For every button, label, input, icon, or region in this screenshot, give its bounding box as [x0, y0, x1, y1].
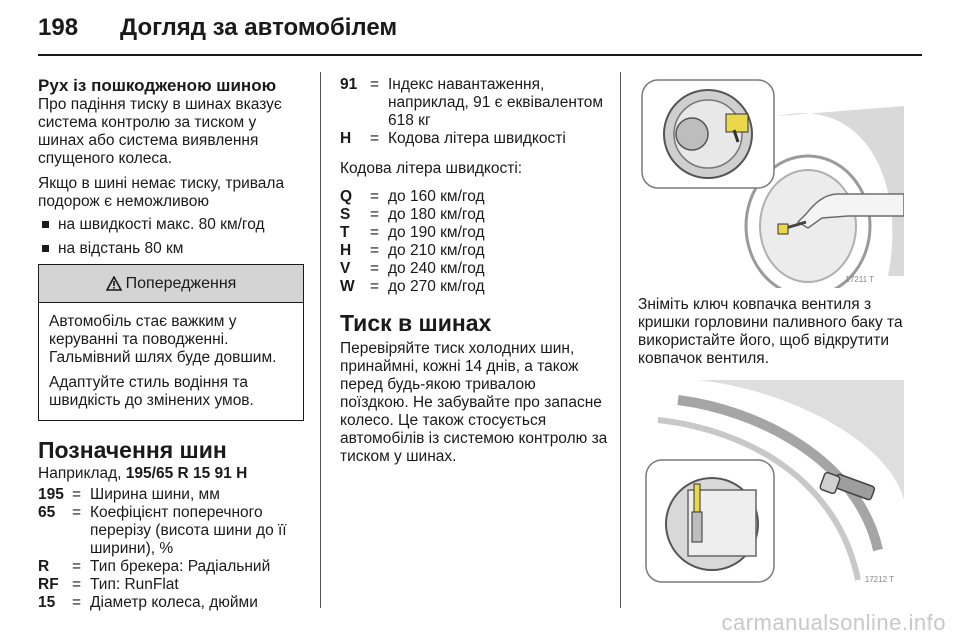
- column-1: [38, 76, 304, 612]
- def-value: до 240 км/год: [388, 260, 485, 277]
- def-value: Кодова літера швидкості: [388, 130, 566, 147]
- def-key: H: [340, 130, 352, 147]
- def-key: 91: [340, 76, 358, 93]
- column-divider-1: [320, 72, 321, 608]
- header-rule: [38, 54, 922, 56]
- def-sep: =: [370, 130, 380, 147]
- page-title: Догляд за автомобілем: [120, 14, 398, 41]
- def-value: Діаметр колеса, дюйми: [90, 594, 258, 611]
- example-value: 195/65 R 15 91 H: [125, 465, 248, 482]
- definition-row: [340, 76, 608, 130]
- figure-valve-cap: [638, 380, 904, 588]
- warning-header: [39, 265, 303, 303]
- definition-row: [38, 576, 304, 594]
- def-sep: =: [370, 76, 380, 93]
- definition-row: [340, 206, 485, 224]
- def-key: H: [340, 242, 352, 259]
- column-2: [340, 76, 608, 466]
- def-key: T: [340, 224, 350, 241]
- fuel-flap-illustration: [638, 76, 904, 288]
- def-value: до 180 км/год: [388, 206, 485, 223]
- load-index-table: [340, 76, 608, 148]
- def-value: Коефіцієнт поперечного перерізу (висота шини до її ширини), %: [90, 504, 287, 557]
- definition-row: [340, 130, 608, 148]
- def-key: 15: [38, 594, 56, 611]
- warning-text: Адаптуйте стиль водіння та швидкість до змінених умов.: [49, 374, 254, 409]
- definition-row: [340, 224, 485, 242]
- definition-row: [38, 558, 304, 576]
- def-key: RF: [38, 576, 59, 593]
- def-sep: =: [370, 224, 380, 241]
- def-sep: =: [370, 278, 380, 295]
- def-sep: =: [370, 260, 380, 277]
- warning-title: Попередження: [125, 274, 237, 292]
- definition-row: [38, 504, 304, 558]
- figure-id: 17212 T: [864, 575, 894, 584]
- section-heading-damaged-tyre: Рух із пошкодженою шиною: [38, 76, 277, 95]
- list-item: на відстань 80 км: [38, 240, 304, 258]
- section-heading-tyre-designations: Позначення шин: [38, 437, 227, 463]
- def-sep: =: [370, 206, 380, 223]
- def-sep: =: [370, 242, 380, 259]
- figure-caption: Зніміть ключ ковпачка вентиля з кришки горловини паливного баку та використайте його, щоб відкрутити ковпачок вентиля.: [638, 296, 903, 367]
- designation-table: [38, 486, 304, 612]
- paragraph: Перевіряйте тиск холодних шин, принаймні, кожні 14 днів, а також перед будь-якою тривалою поїздкою. Не забувайте про запасне колесо. Це також стосується автомобілів із системою контролю за тиском у шинах.: [340, 340, 608, 465]
- def-key: 195: [38, 486, 64, 503]
- def-sep: =: [72, 504, 82, 521]
- def-sep: =: [370, 188, 380, 205]
- def-sep: =: [72, 594, 82, 611]
- bullet-list: [38, 216, 304, 258]
- def-value: до 210 км/год: [388, 242, 485, 259]
- definition-row: [340, 260, 485, 278]
- warning-box: [38, 264, 304, 421]
- def-key: S: [340, 206, 351, 223]
- speed-code-table: [340, 188, 485, 296]
- def-value: до 160 км/год: [388, 188, 485, 205]
- def-key: 65: [38, 504, 56, 521]
- def-value: до 270 км/год: [388, 278, 485, 295]
- def-sep: =: [72, 576, 82, 593]
- example-line: [38, 465, 304, 483]
- def-value: Тип брекера: Радіальний: [90, 558, 271, 575]
- def-value: Ширина шини, мм: [90, 486, 220, 503]
- definition-row: [340, 242, 485, 260]
- section-heading-tyre-pressure: Тиск в шинах: [340, 310, 492, 336]
- example-prefix: Наприклад,: [38, 465, 122, 482]
- page-number: 198: [38, 14, 79, 41]
- def-key: V: [340, 260, 351, 277]
- def-value: до 190 км/год: [388, 224, 485, 241]
- definition-row: [340, 278, 485, 296]
- valve-cap-illustration: [638, 380, 904, 588]
- figure-fuel-flap-key: [638, 76, 904, 288]
- figure-id: 17211 T: [845, 275, 874, 284]
- speed-code-intro: Кодова літера швидкості:: [340, 160, 523, 177]
- paragraph: Якщо в шині немає тиску, тривала подорож є неможливою: [38, 175, 285, 210]
- definition-row: [38, 594, 304, 612]
- list-item: на швидкості макс. 80 км/год: [38, 216, 304, 234]
- def-sep: =: [72, 486, 82, 503]
- paragraph: Про падіння тиску в шинах вказує система контролю за тиском у шинах або система виявлення спущеного колеса.: [38, 96, 282, 167]
- column-divider-2: [620, 72, 621, 608]
- def-key: R: [38, 558, 50, 575]
- definition-row: [38, 486, 304, 504]
- watermark: carmanualsonline.info: [721, 610, 946, 635]
- warning-triangle-icon: [106, 276, 122, 291]
- page-header: [38, 14, 397, 42]
- def-value: Тип: RunFlat: [90, 576, 179, 593]
- def-key: Q: [340, 188, 353, 205]
- definition-row: [340, 188, 485, 206]
- def-value: Індекс навантаження, наприклад, 91 є еквівалентом 618 кг: [388, 76, 604, 129]
- def-key: W: [340, 278, 355, 295]
- warning-text: Автомобіль стає важким у керуванні та поводженні. Гальмівний шлях буде довшим.: [49, 313, 277, 366]
- def-sep: =: [72, 558, 82, 575]
